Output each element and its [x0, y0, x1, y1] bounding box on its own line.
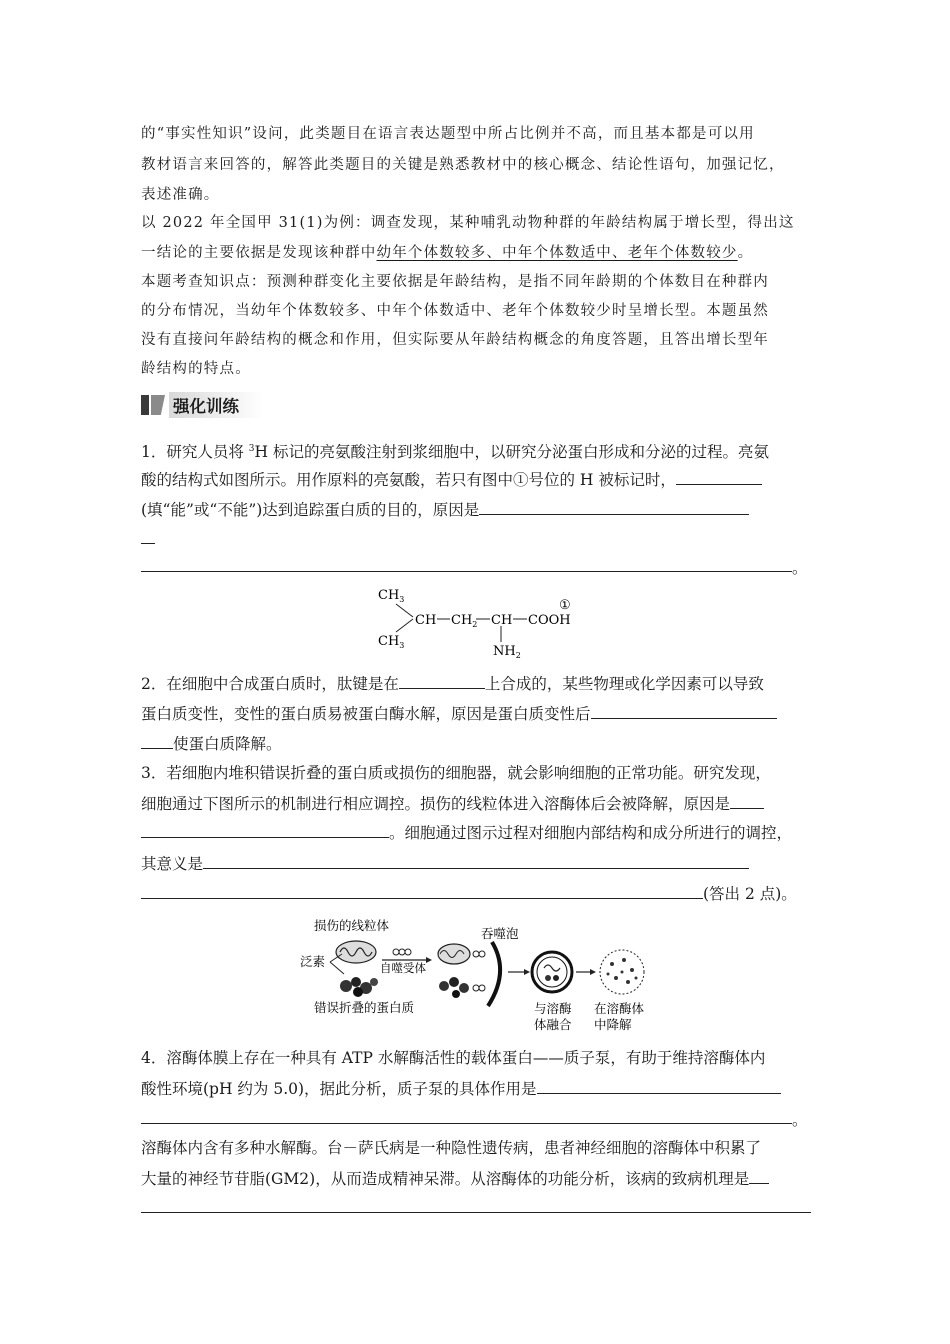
q1-answer-blank-2[interactable]: [479, 499, 749, 515]
analysis-line-2: 的分布情况，当幼年个体数较多、中年个体数适中、老年个体数较少时呈增长型。本题虽然: [141, 303, 769, 319]
q4-line-2: [141, 1078, 811, 1099]
q4-answer-blank-4[interactable]: [141, 1212, 811, 1213]
q3-text-a: 细胞通过下图所示的机制进行相应调控。损伤的线粒体进入溶酶体后会被降解，原因是: [141, 795, 731, 813]
analysis-line-4: 龄结构的特点。: [141, 361, 251, 377]
q1-end-mark: 。: [792, 559, 808, 577]
formula-position-marker: ①: [559, 598, 571, 613]
q3-answer-blank-1[interactable]: [730, 793, 764, 809]
analysis-line-1: 本题考查知识点：预测种群变化主要依据是年龄结构，是指不同年龄期的个体数目在种群内: [141, 274, 769, 290]
q3-line-1: 3．若细胞内堆积错误折叠的蛋白质或损伤的细胞器，就会影响细胞的正常功能。研究发现，: [141, 764, 771, 782]
formula-ch: CH: [415, 613, 437, 628]
q4-line-4: 溶酶体内含有多种水解酶。台－萨氏病是一种隐性遗传病，患者神经细胞的溶酶体中积累了: [141, 1139, 762, 1157]
q2-line-1: [141, 673, 811, 694]
ubiquitin-pointer: [330, 962, 344, 974]
q1-answer-blank-4[interactable]: [141, 571, 792, 572]
formula-bond: [396, 604, 413, 617]
label-misfolded-protein: 错误折叠的蛋白质: [314, 1000, 415, 1015]
analysis-line-3: 没有直接问年龄结构的概念和作用，但实际要从年龄结构概念的角度答题，且答出增长型年: [141, 332, 769, 348]
example-answer-underlined: 幼年个体数较多、中年个体数适中、老年个体数较少: [376, 245, 738, 261]
autophagy-diagram: [296, 914, 666, 1042]
q4-text-a: 酸性环境(pH 约为 5.0)，据此分析，质子泵的具体作用是: [141, 1080, 537, 1098]
q1-text-b: H 标记的亮氨酸注射到浆细胞中，以研究分泌蛋白形成和分泌的过程。亮氨: [254, 443, 769, 462]
q1-text-a: 1．研究人员将: [141, 443, 249, 462]
arrow-head-icon: [426, 957, 432, 963]
q3-answer-blank-4[interactable]: [141, 883, 703, 899]
q2-text-b: 上合成的，某些物理或化学因素可以导致: [484, 675, 764, 693]
q2-answer-blank-2[interactable]: [591, 703, 777, 719]
q3-line-2: [141, 793, 811, 814]
q3-line-5: [141, 883, 811, 904]
formula-ch-alpha: CH: [491, 613, 513, 628]
q3-text-d: (答出 2 点)。: [703, 885, 797, 903]
q3-text-c: 其意义是: [141, 855, 204, 873]
q1-text-d: (填“能”或“不能”)达到追踪蛋白质的目的，原因是: [141, 501, 480, 519]
misfolded-protein-cluster-icon: [340, 977, 378, 997]
example-line-2: [141, 243, 811, 263]
intro-line-3: 表述准确。: [141, 187, 220, 203]
arrow-head-icon: [524, 969, 530, 975]
leucine-structure-diagram: [370, 582, 580, 664]
label-degradation-line-2: 中降解: [594, 1017, 632, 1032]
section-heading: [141, 393, 263, 417]
intro-line-2: 教材语言来回答的，解答此类题目的关键是熟悉教材中的核心概念、结论性语句，加强记忆，: [141, 157, 785, 173]
label-phagophore: 吞噬泡: [481, 926, 519, 941]
q2-line-2: [141, 703, 811, 724]
label-fusion-line-1: 与溶酶: [534, 1001, 572, 1016]
formula-cooh: COOH: [528, 613, 571, 628]
label-damaged-mitochondrion: 损伤的线粒体: [314, 918, 390, 933]
q3-line-3: [141, 822, 811, 843]
q2-answer-blank-1[interactable]: [399, 673, 485, 689]
q2-text-a: 2．在细胞中合成蛋白质时，肽键是在: [141, 675, 399, 693]
q4-text-b: 大量的神经节苷脂(GM2)，从而造成精神呆滞。从溶酶体的功能分析，该病的致病机理是: [141, 1170, 750, 1188]
label-fusion-line-2: 体融合: [534, 1017, 572, 1032]
q4-end-mark: 。: [792, 1111, 808, 1129]
q2-text-d: 使蛋白质降解。: [173, 735, 282, 753]
example-line-1: 以 2022 年全国甲 31(1)为例：调查发现，某种哺乳动物种群的年龄结构属于增长型，得出这: [141, 215, 795, 231]
formula-ch3-bottom: $CH_3$: [378, 634, 405, 650]
q1-answer-blank-1[interactable]: [676, 469, 762, 485]
q4-line-1: 4．溶酶体膜上存在一种具有 ATP 水解酶活性的载体蛋白——质子泵，有助于维持溶酶体内: [141, 1049, 766, 1067]
q3-answer-blank-2[interactable]: [141, 822, 389, 838]
q1-line-2: [141, 469, 811, 490]
formula-bond: [396, 619, 413, 632]
phagophore-engulfing-icon: [438, 942, 500, 1006]
q1-line-3: [141, 499, 811, 520]
label-ubiquitin: 泛素: [300, 954, 326, 969]
q3-line-4: [141, 853, 811, 874]
example-suffix: 。: [737, 245, 754, 261]
q3-answer-blank-3[interactable]: [203, 853, 749, 869]
label-degradation-line-1: 在溶酶体: [594, 1001, 645, 1016]
label-autophagy-receptor: 自噬受体: [380, 961, 426, 975]
q4-answer-blank-3[interactable]: [749, 1168, 769, 1184]
autolysosome-icon: [532, 952, 572, 992]
example-prefix: 一结论的主要依据是发现该种群中: [141, 245, 377, 261]
q2-answer-blank-3[interactable]: [141, 733, 173, 749]
q4-answer-blank-2[interactable]: [141, 1123, 792, 1124]
q1-text-c: 酸的结构式如图所示。用作原料的亮氨酸，若只有图中①号位的 H 被标记时，: [141, 471, 676, 489]
q3-text-b: 。细胞通过图示过程对细胞内部结构和成分所进行的调控，: [389, 824, 793, 842]
formula-ch2: $CH_2$: [451, 613, 478, 629]
q1-line-1: [141, 439, 811, 462]
ubiquitin-chain-icon: [393, 949, 411, 955]
q1-superscript: 3: [248, 444, 255, 454]
q2-line-3: [141, 733, 811, 754]
damaged-mitochondrion-icon: [336, 941, 376, 963]
intro-line-1: 的“事实性知识”设问，此类题目在语言表达题型中所占比例并不高，而且基本都是可以用: [141, 126, 755, 142]
arrow-head-icon: [590, 969, 596, 975]
heading-marker-icon: [141, 395, 165, 415]
section-title: 强化训练: [169, 392, 263, 418]
formula-nh2: $NH_2$: [493, 644, 521, 660]
q1-answer-blank-3[interactable]: [141, 543, 155, 544]
q2-text-c: 蛋白质变性，变性的蛋白质易被蛋白酶水解，原因是蛋白质变性后: [141, 705, 591, 723]
formula-ch3-top: $CH_3$: [378, 588, 405, 604]
q4-line-5: [141, 1168, 811, 1189]
q4-answer-blank-1[interactable]: [537, 1078, 781, 1094]
lysosome-degradation-icon: [600, 950, 644, 994]
